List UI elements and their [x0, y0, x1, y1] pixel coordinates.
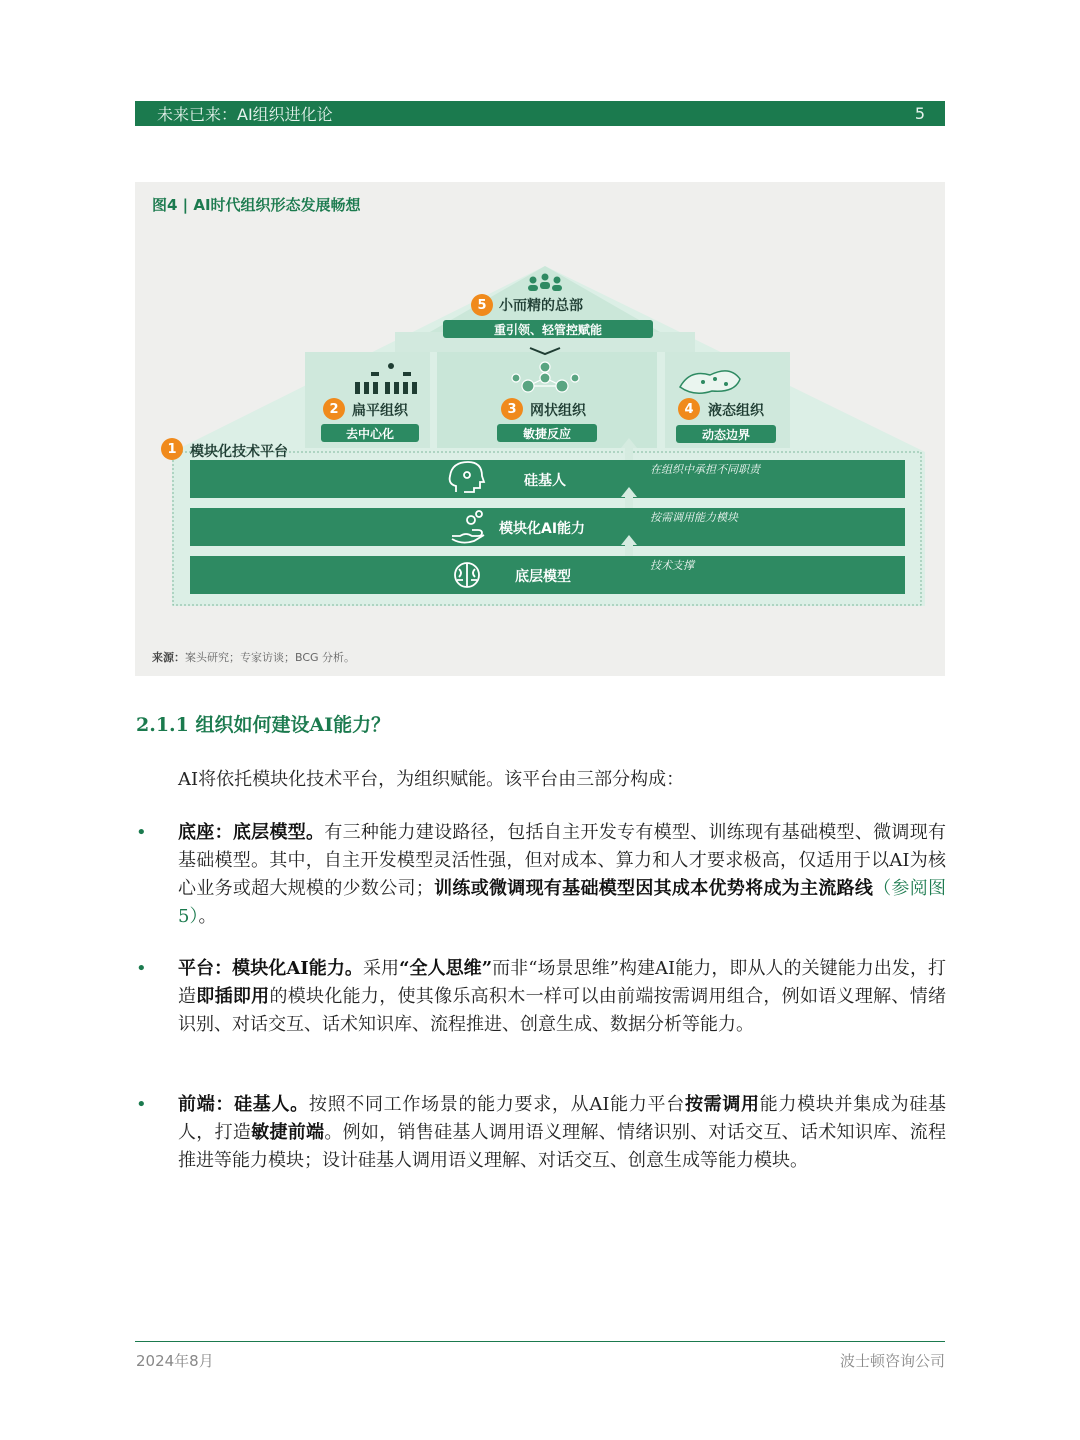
badge-2: 2	[323, 398, 345, 420]
badge-1: 1	[161, 438, 183, 460]
label-flat-org: 扁平组织	[352, 403, 408, 419]
bullet-text: 采用	[362, 958, 400, 979]
bullet-bold: “全人思维”	[399, 958, 493, 979]
bullet-base-model	[136, 819, 946, 931]
bullet-silicon-person	[136, 1091, 946, 1175]
layer-note-silicon-person: 在组织中承担不同职责	[650, 463, 760, 476]
section-heading: 2.1.1 组织如何建设AI能力？	[136, 714, 391, 736]
layer-note-base-model: 技术支撑	[650, 559, 694, 572]
bullet-text: 能力模块并集成为硅基人，打造	[178, 1094, 947, 1143]
bullet-dot: •	[136, 1094, 147, 1115]
footer-divider	[135, 1341, 945, 1342]
bullet-end: 。	[198, 906, 217, 927]
bullet-dot: •	[136, 958, 147, 979]
source-text: 案头研究；专家访谈；BCG 分析。	[185, 651, 356, 664]
figure-reference-link[interactable]: （参阅图5）	[178, 878, 947, 927]
figure-source	[152, 649, 355, 665]
bullet-lead: 底座：底层模型。	[178, 822, 325, 843]
pill-decentralize: 去中心化	[321, 424, 419, 442]
footer-date: 2024年8月	[136, 1352, 214, 1370]
section-intro: AI将依托模块化技术平台，为组织赋能。该平台由三部分构成：	[178, 769, 685, 790]
bullet-text: 按照不同工作场景的能力要求，从AI能力平台	[308, 1094, 685, 1115]
pill-agile: 敏捷反应	[497, 424, 597, 442]
bullet-modular-ai	[136, 955, 946, 1039]
layer-label-base-model: 底层模型	[515, 569, 571, 585]
figure-title: 图4 | AI时代组织形态发展畅想	[152, 196, 361, 214]
bullet-bold: 训练或微调现有基础模型因其成本优势将成为主流路线	[433, 878, 874, 899]
badge-4: 4	[678, 398, 700, 420]
bullet-dot: •	[136, 822, 147, 843]
pill-dynamic-boundary: 动态边界	[676, 425, 776, 443]
label-fluid-org: 液态组织	[708, 403, 764, 419]
bullet-lead: 平台：模块化AI能力。	[178, 958, 363, 979]
layer-label-silicon-person: 硅基人	[524, 473, 566, 489]
bullet-lead: 前端：硅基人。	[178, 1094, 309, 1115]
bullet-text: 的模块化能力，使其像乐高积木一样可以由前端按需调用组合，例如语义理解、情绪识别、对话交互、话术知识库、流程推进、创意生成、数据分析等能力。	[178, 986, 947, 1035]
header-title: 未来已来：AI组织进化论	[157, 105, 333, 124]
bullet-bold: 按需调用	[684, 1094, 760, 1115]
bullet-bold: 即插即用	[196, 986, 270, 1007]
figure-panel	[135, 182, 945, 676]
source-label: 来源：	[152, 651, 185, 664]
badge-5: 5	[471, 294, 493, 316]
bullet-text: 有三种能力建设路径，包括自主开发专有模型、训练现有基础模型、微调现有基础模型。其中，自主开发模型灵活性强，但对成本、算力和人才要求极高，仅适用于以AI为核心业务或超大规模的少数公司；	[178, 822, 946, 899]
footer-company: 波士顿咨询公司	[839, 1352, 945, 1370]
layer-label-modular-ai: 模块化AI能力	[499, 521, 586, 537]
bullet-text: 而非“场景思维”构建AI能力，即从人的关键能力出发，打造	[178, 958, 946, 1007]
pill-headquarters: 重引领、轻管控赋能	[443, 320, 653, 338]
bullet-text: 。例如，销售硅基人调用语义理解、情绪识别、对话交互、话术知识库、流程推进等能力模块；设计硅基人调用语义理解、对话交互、创意生成等能力模块。	[178, 1122, 946, 1171]
layer-note-modular-ai: 按需调用能力模块	[650, 511, 738, 524]
label-headquarters: 小而精的总部	[499, 298, 583, 314]
header-bar	[135, 101, 945, 126]
label-network-org: 网状组织	[530, 403, 586, 419]
badge-3: 3	[501, 398, 523, 420]
page-number: 5	[914, 104, 925, 123]
label-platform: 模块化技术平台	[190, 444, 288, 460]
bullet-bold: 敏捷前端	[251, 1122, 325, 1143]
